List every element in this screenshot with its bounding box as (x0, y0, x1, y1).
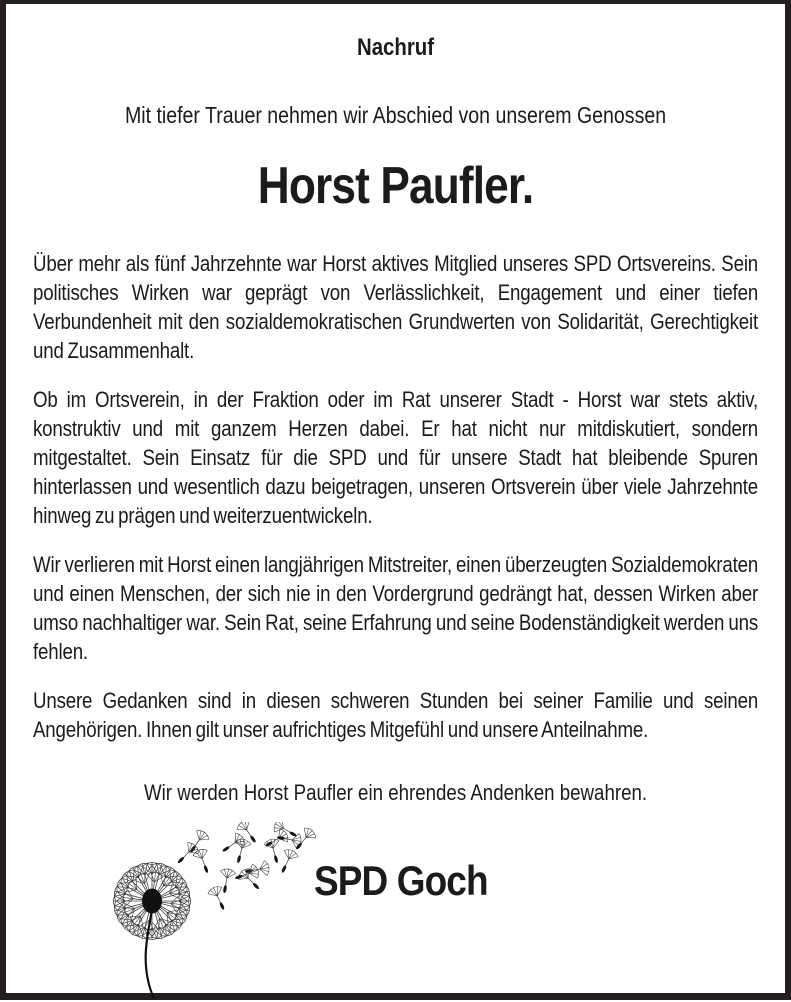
notice-paragraph-2: Ob im Ortsverein, in der Fraktion oder im Rat unserer Stadt - Horst war stets aktiv, konstruktiv und mit ganzem Herzen dabei. Er hat nicht nur mitdiskutiert, sondern mitgestaltet. Sein Einsatz für die SPD und für unsere Stadt hat bleibende Spuren hinterlassen und wesentlich dazu beigetragen, unseren Ortsverein über viele Jahrzehnte hinweg zu prägen und weiterzuentwickeln. (33, 385, 758, 530)
notice-body (33, 249, 758, 744)
notice-kicker: Nachruf (33, 35, 758, 60)
dandelion-icon (91, 822, 321, 1002)
deceased-name: Horst Paufler. (33, 160, 758, 212)
signature-organization: SPD Goch (314, 859, 488, 903)
notice-intro-line: Mit tiefer Trauer nehmen wir Abschied von unserem Genossen (33, 103, 758, 127)
notice-paragraph-1: Über mehr als fünf Jahrzehnte war Horst aktives Mitglied unseres SPD Ortsvereins. Sein politisches Wirken war geprägt von Verlässlichkeit, Engagement und einer tiefen Verbundenheit mit den sozialdemokratischen Grundwerten von Solidarität, Gerechtigkeit und Zusammenhalt. (33, 249, 758, 365)
closing-line: Wir werden Horst Paufler ein ehrendes Andenken bewahren. (33, 780, 758, 806)
notice-paragraph-3: Wir verlieren mit Horst einen langjährigen Mitstreiter, einen überzeugten Sozialdemokraten und einen Menschen, der sich nie in den Vordergrund gedrängt hat, dessen Wirken aber umso nachhaltiger war. Sein Rat, seine Erfahrung und seine Bodenständigkeit werden uns fehlen. (33, 550, 758, 666)
text-column (33, 35, 758, 806)
notice-paragraph-4: Unsere Gedanken sind in diesen schweren Stunden bei seiner Familie und seinen Angehörigen. Ihnen gilt unser aufrichtiges Mitgefühl und unsere Anteilnahme. (33, 686, 758, 744)
